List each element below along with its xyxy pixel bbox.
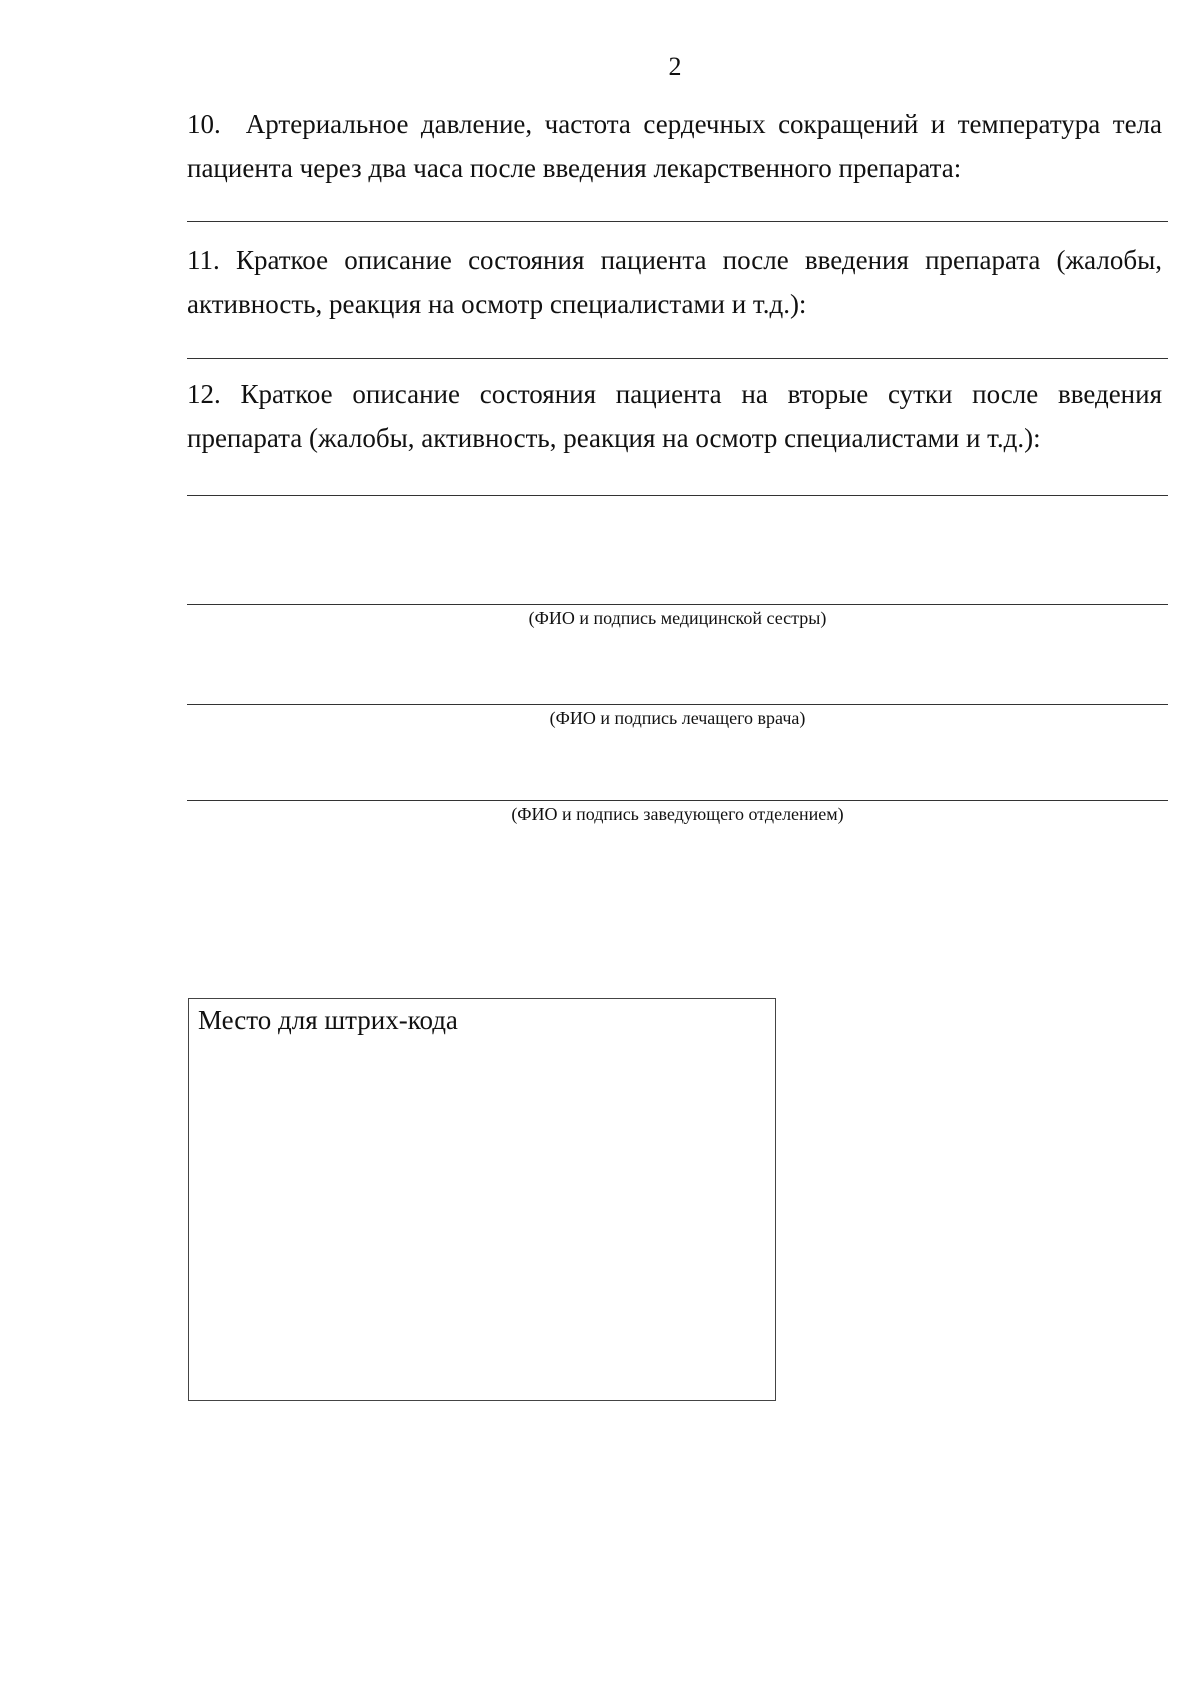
item-10-number: 10. <box>187 109 221 139</box>
barcode-box <box>188 998 776 1401</box>
item-11-text: Краткое описание состояния пациента после введения препарата (жалобы, активность, реакция на осмотр специалистами и т.д.): <box>187 245 1163 319</box>
item-10-text: Артериальное давление, частота сердечных сокращений и температура тела пациента через два часа после введения лекарственного препарата: <box>187 109 1163 183</box>
head-signature-line <box>187 800 1168 801</box>
nurse-signature-line <box>187 604 1168 605</box>
doctor-signature-caption: (ФИО и подпись лечащего врача) <box>549 708 806 728</box>
item-11-answer-line <box>187 358 1168 359</box>
item-12 <box>187 372 1162 460</box>
head-signature-caption: (ФИО и подпись заведующего отделением) <box>511 804 844 824</box>
item-10-answer-line <box>187 221 1168 222</box>
doctor-signature-line <box>187 704 1168 705</box>
nurse-signature-caption: (ФИО и подпись медицинской сестры) <box>528 608 827 628</box>
item-12-text: Краткое описание состояния пациента на вторые сутки после введения препарата (жалобы, активность, реакция на осмотр специалистами и т.д.): <box>187 379 1162 453</box>
item-11-number: 11. <box>187 245 220 275</box>
item-12-number: 12. <box>187 379 221 409</box>
page-number: 2 <box>668 52 682 81</box>
item-10 <box>187 102 1162 190</box>
item-11 <box>187 238 1162 326</box>
barcode-label: Место для штрих-кода <box>198 1005 458 1035</box>
item-12-answer-line <box>187 495 1168 496</box>
